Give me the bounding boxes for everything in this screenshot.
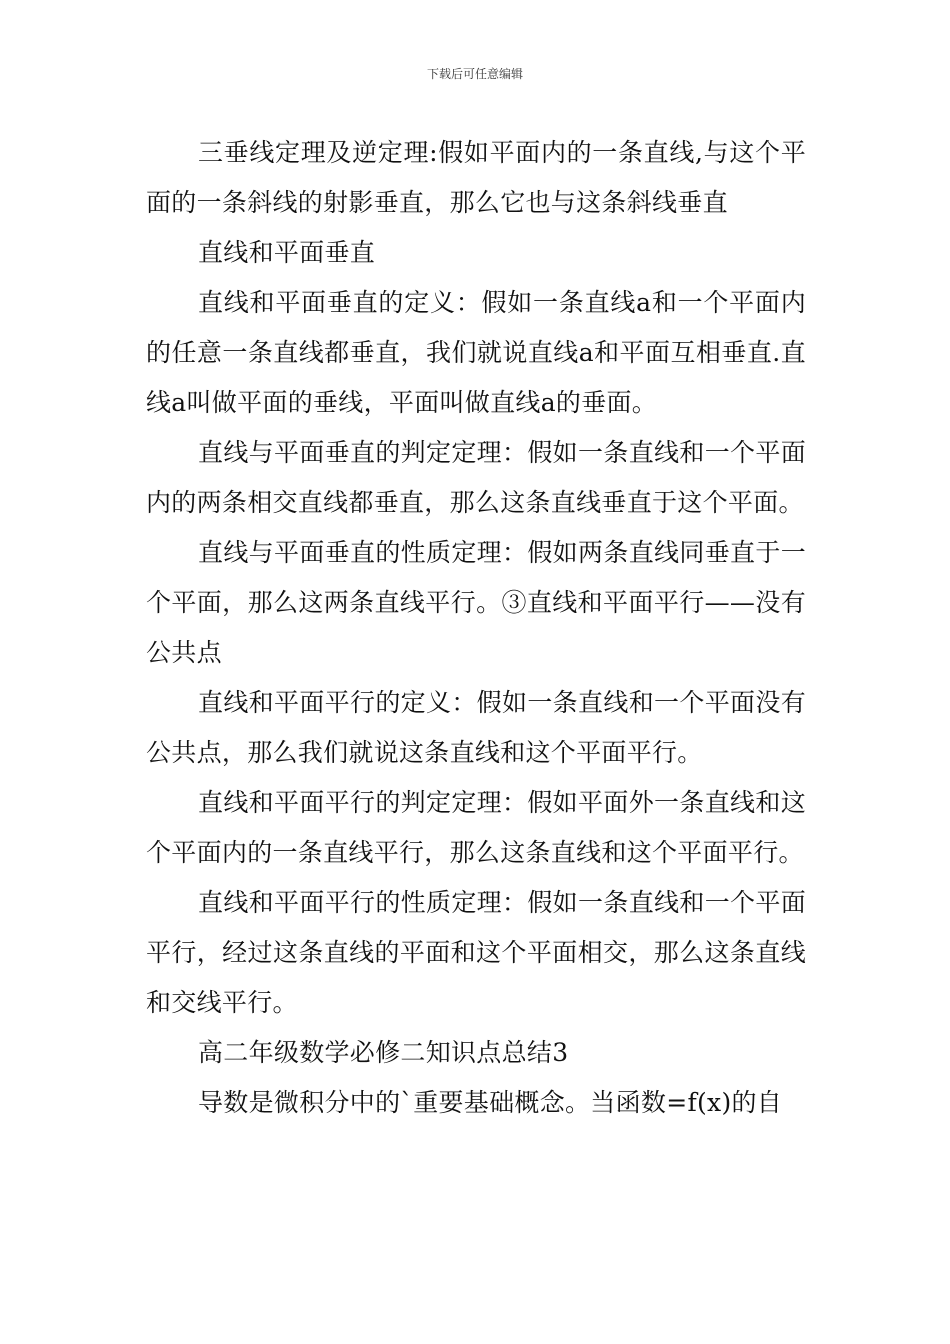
paragraph-three-perpendiculars-theorem: 三垂线定理及逆定理:假如平面内的一条直线,与这个平面的一条斜线的射影垂直，那么它也与这条斜线垂直 xyxy=(146,138,806,217)
page-header: 下载后可任意编辑 xyxy=(426,67,523,81)
paragraph-derivative-intro: 导数是微积分中的`重要基础概念。当函数=f(x)的自 xyxy=(198,1088,783,1117)
section-heading-summary-3: 高二年级数学必修二知识点总结3 xyxy=(198,1038,569,1067)
paragraph-parallel-property: 直线和平面平行的性质定理：假如一条直线和一个平面平行，经过这条直线的平面和这个平面相交，那么这条直线和交线平行。 xyxy=(146,888,806,1017)
paragraph-parallel-definition: 直线和平面平行的定义：假如一条直线和一个平面没有公共点，那么我们就说这条直线和这个平面平行。 xyxy=(146,688,806,767)
paragraph-perpendicular-criterion: 直线与平面垂直的判定定理：假如一条直线和一个平面内的两条相交直线都垂直，那么这条直线垂直于这个平面。 xyxy=(146,438,806,517)
paragraph-parallel-criterion: 直线和平面平行的判定定理：假如平面外一条直线和这个平面内的一条直线平行，那么这条直线和这个平面平行。 xyxy=(146,788,806,867)
section-heading-line-plane-perpendicular: 直线和平面垂直 xyxy=(198,238,376,267)
paragraph-perpendicular-property: 直线与平面垂直的性质定理：假如两条直线同垂直于一个平面，那么这两条直线平行。③直线和平面平行——没有公共点 xyxy=(146,538,806,667)
paragraph-perpendicular-definition: 直线和平面垂直的定义：假如一条直线a和一个平面内的任意一条直线都垂直，我们就说直线a和平面互相垂直.直线a叫做平面的垂线，平面叫做直线a的垂面。 xyxy=(146,288,806,417)
document-body xyxy=(146,128,806,1128)
